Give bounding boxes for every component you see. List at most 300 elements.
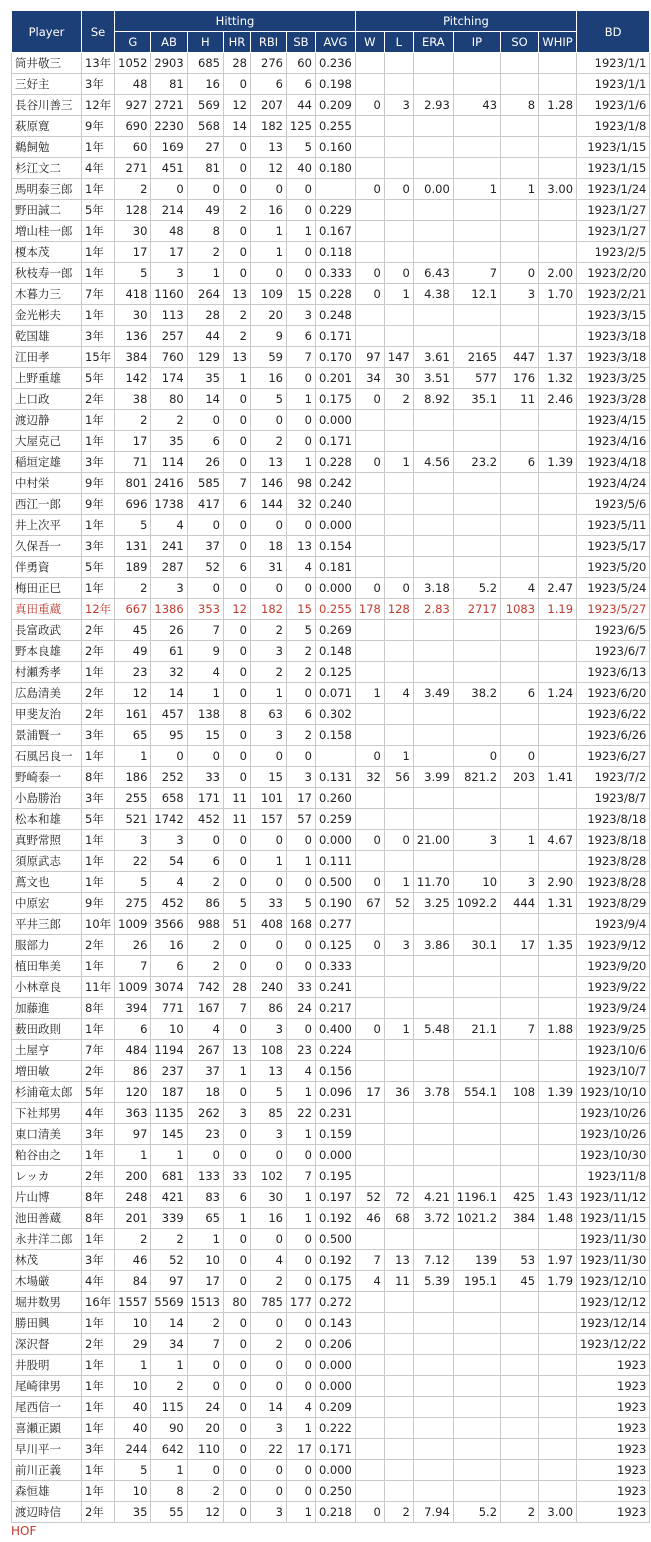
ab-cell: 1	[151, 1145, 187, 1166]
col-so-header[interactable]: SO	[501, 32, 539, 53]
rbi-cell: 2	[250, 431, 286, 452]
col-ip-header[interactable]: IP	[453, 32, 500, 53]
table-row[interactable]	[12, 704, 650, 725]
w-cell: 52	[355, 1187, 384, 1208]
season-cell: 4年	[82, 1271, 115, 1292]
whip-cell: 3.00	[539, 1502, 577, 1523]
table-row[interactable]	[12, 1355, 650, 1376]
table-row[interactable]	[12, 284, 650, 305]
hr-cell: 2	[223, 305, 250, 326]
player-name-cell: 萩原寛	[12, 116, 82, 137]
table-row[interactable]	[12, 1124, 650, 1145]
hr-cell: 3	[223, 1103, 250, 1124]
table-row[interactable]	[12, 137, 650, 158]
g-cell: 690	[115, 116, 151, 137]
table-row[interactable]	[12, 53, 650, 74]
table-row[interactable]	[12, 1376, 650, 1397]
birthdate-cell: 1923/1/6	[577, 95, 650, 116]
col-l-header[interactable]: L	[384, 32, 413, 53]
hr-cell: 13	[223, 284, 250, 305]
sb-cell: 0	[286, 1460, 315, 1481]
ip-cell	[453, 1124, 500, 1145]
ab-cell: 26	[151, 620, 187, 641]
table-row[interactable]	[12, 662, 650, 683]
player-name-cell: 広島清美	[12, 683, 82, 704]
ip-cell: 1021.2	[453, 1208, 500, 1229]
l-cell	[384, 536, 413, 557]
table-row[interactable]	[12, 767, 650, 788]
player-name-cell: 松本和雄	[12, 809, 82, 830]
ip-cell: 23.2	[453, 452, 500, 473]
era-cell: 2.83	[413, 599, 453, 620]
season-cell: 16年	[82, 1292, 115, 1313]
table-row[interactable]	[12, 851, 650, 872]
table-row[interactable]	[12, 95, 650, 116]
ab-cell: 8	[151, 1481, 187, 1502]
so-cell: 1	[501, 830, 539, 851]
hr-cell: 0	[223, 1082, 250, 1103]
ab-cell: 14	[151, 683, 187, 704]
so-cell	[501, 536, 539, 557]
w-cell	[355, 1460, 384, 1481]
rbi-cell: 3	[250, 1124, 286, 1145]
whip-cell	[539, 704, 577, 725]
player-name-cell: 村瀬秀孝	[12, 662, 82, 683]
table-header	[12, 11, 650, 53]
table-row[interactable]	[12, 914, 650, 935]
so-cell	[501, 515, 539, 536]
w-cell	[355, 557, 384, 578]
ip-cell	[453, 431, 500, 452]
table-row[interactable]	[12, 1418, 650, 1439]
whip-cell	[539, 1040, 577, 1061]
hr-cell: 0	[223, 683, 250, 704]
table-row[interactable]	[12, 389, 650, 410]
table-row[interactable]	[12, 158, 650, 179]
era-cell	[413, 1376, 453, 1397]
h-cell: 2	[187, 935, 223, 956]
hr-cell: 0	[223, 1250, 250, 1271]
table-row[interactable]	[12, 326, 650, 347]
whip-cell: 1.41	[539, 767, 577, 788]
birthdate-cell: 1923/8/18	[577, 809, 650, 830]
table-row[interactable]	[12, 1502, 650, 1523]
table-row[interactable]	[12, 494, 650, 515]
table-row[interactable]	[12, 347, 650, 368]
sb-cell: 0	[286, 1313, 315, 1334]
h-cell: 2	[187, 956, 223, 977]
w-cell	[355, 1145, 384, 1166]
avg-cell: 0.269	[315, 620, 355, 641]
player-name-cell: 薮田政則	[12, 1019, 82, 1040]
so-cell: 2	[501, 1502, 539, 1523]
g-cell: 65	[115, 725, 151, 746]
col-ab-header[interactable]: AB	[151, 32, 187, 53]
ab-cell: 114	[151, 452, 187, 473]
table-row[interactable]	[12, 473, 650, 494]
table-row[interactable]	[12, 1145, 650, 1166]
ip-cell	[453, 1313, 500, 1334]
l-cell: 4	[384, 683, 413, 704]
w-cell	[355, 410, 384, 431]
ab-cell: 2	[151, 1229, 187, 1250]
birthdate-cell: 1923/4/18	[577, 452, 650, 473]
h-cell: 417	[187, 494, 223, 515]
table-row[interactable]	[12, 1166, 650, 1187]
birthdate-cell: 1923/1/24	[577, 179, 650, 200]
whip-cell: 1.35	[539, 935, 577, 956]
player-name-cell: 永井洋二郎	[12, 1229, 82, 1250]
table-row[interactable]	[12, 368, 650, 389]
player-name-cell: 中原宏	[12, 893, 82, 914]
hr-cell: 0	[223, 1397, 250, 1418]
whip-cell: 2.90	[539, 872, 577, 893]
avg-cell: 0.000	[315, 410, 355, 431]
table-row[interactable]	[12, 1019, 650, 1040]
table-row[interactable]	[12, 578, 650, 599]
table-row[interactable]	[12, 1460, 650, 1481]
col-sb-header[interactable]: SB	[286, 32, 315, 53]
ab-cell: 80	[151, 389, 187, 410]
avg-cell: 0.333	[315, 956, 355, 977]
h-cell: 1513	[187, 1292, 223, 1313]
ip-cell: 12.1	[453, 284, 500, 305]
sb-cell: 1	[286, 851, 315, 872]
era-cell: 4.38	[413, 284, 453, 305]
col-h-header[interactable]: H	[187, 32, 223, 53]
avg-cell: 0.209	[315, 1397, 355, 1418]
player-name-cell: 大屋克己	[12, 431, 82, 452]
ab-cell: 2	[151, 410, 187, 431]
table-row[interactable]	[12, 1397, 650, 1418]
table-row[interactable]	[12, 746, 650, 767]
birthdate-cell: 1923/11/15	[577, 1208, 650, 1229]
col-player-header[interactable]: Player	[12, 11, 82, 53]
w-cell: 0	[355, 179, 384, 200]
ip-cell	[453, 515, 500, 536]
whip-cell: 1.31	[539, 893, 577, 914]
table-row[interactable]	[12, 1208, 650, 1229]
h-cell: 0	[187, 1355, 223, 1376]
h-cell: 171	[187, 788, 223, 809]
era-cell	[413, 1103, 453, 1124]
ab-cell: 0	[151, 746, 187, 767]
ip-cell	[453, 851, 500, 872]
birthdate-cell: 1923/9/24	[577, 998, 650, 1019]
table-row[interactable]	[12, 956, 650, 977]
g-cell: 271	[115, 158, 151, 179]
g-cell: 142	[115, 368, 151, 389]
ip-cell: 5.2	[453, 578, 500, 599]
w-cell: 67	[355, 893, 384, 914]
avg-cell: 0.242	[315, 473, 355, 494]
hr-cell: 0	[223, 1439, 250, 1460]
season-cell: 12年	[82, 599, 115, 620]
whip-cell	[539, 1355, 577, 1376]
hr-cell: 6	[223, 494, 250, 515]
w-cell	[355, 221, 384, 242]
birthdate-cell: 1923/12/10	[577, 1271, 650, 1292]
table-row[interactable]	[12, 1103, 650, 1124]
ab-cell: 14	[151, 1313, 187, 1334]
table-row[interactable]	[12, 1250, 650, 1271]
ab-cell: 3	[151, 263, 187, 284]
ab-cell: 3	[151, 578, 187, 599]
w-cell	[355, 1397, 384, 1418]
birthdate-cell: 1923/10/30	[577, 1145, 650, 1166]
rbi-cell: 157	[250, 809, 286, 830]
table-row[interactable]	[12, 221, 650, 242]
season-cell: 2年	[82, 683, 115, 704]
table-row[interactable]	[12, 1271, 650, 1292]
rbi-cell: 13	[250, 137, 286, 158]
season-cell: 2年	[82, 641, 115, 662]
table-row[interactable]	[12, 1040, 650, 1061]
table-row[interactable]	[12, 431, 650, 452]
season-cell: 1年	[82, 242, 115, 263]
table-row[interactable]	[12, 788, 650, 809]
w-cell	[355, 1355, 384, 1376]
l-cell: 0	[384, 263, 413, 284]
table-row[interactable]	[12, 641, 650, 662]
h-cell: 0	[187, 1376, 223, 1397]
table-row[interactable]	[12, 620, 650, 641]
col-g-header[interactable]: G	[115, 32, 151, 53]
g-cell: 2	[115, 578, 151, 599]
g-cell: 275	[115, 893, 151, 914]
so-cell	[501, 1103, 539, 1124]
g-cell: 10	[115, 1376, 151, 1397]
season-cell: 1年	[82, 578, 115, 599]
player-name-cell: 乾国雄	[12, 326, 82, 347]
table-row[interactable]	[12, 515, 650, 536]
h-cell: 17	[187, 1271, 223, 1292]
so-cell	[501, 1229, 539, 1250]
w-cell	[355, 1313, 384, 1334]
sb-cell: 3	[286, 305, 315, 326]
h-cell: 0	[187, 515, 223, 536]
whip-cell	[539, 1460, 577, 1481]
h-cell: 18	[187, 1082, 223, 1103]
table-row[interactable]	[12, 683, 650, 704]
table-row[interactable]	[12, 830, 650, 851]
table-row[interactable]	[12, 116, 650, 137]
col-season-header[interactable]: Se	[82, 11, 115, 53]
l-cell: 3	[384, 95, 413, 116]
sb-cell: 13	[286, 536, 315, 557]
g-cell: 521	[115, 809, 151, 830]
g-cell: 30	[115, 305, 151, 326]
table-row[interactable]	[12, 893, 650, 914]
season-cell: 2年	[82, 704, 115, 725]
so-cell: 176	[501, 368, 539, 389]
col-era-header[interactable]: ERA	[413, 32, 453, 53]
hr-cell: 1	[223, 1061, 250, 1082]
whip-cell	[539, 1397, 577, 1418]
hr-cell: 6	[223, 557, 250, 578]
so-cell	[501, 788, 539, 809]
w-cell: 0	[355, 578, 384, 599]
ip-cell	[453, 914, 500, 935]
birthdate-cell: 1923/2/5	[577, 242, 650, 263]
player-name-cell: 尾崎律男	[12, 1376, 82, 1397]
season-cell: 1年	[82, 137, 115, 158]
ip-cell	[453, 200, 500, 221]
table-row[interactable]	[12, 977, 650, 998]
avg-cell: 0.224	[315, 1040, 355, 1061]
table-row[interactable]	[12, 179, 650, 200]
birthdate-cell: 1923/4/24	[577, 473, 650, 494]
season-cell: 9年	[82, 473, 115, 494]
table-row[interactable]	[12, 200, 650, 221]
so-cell	[501, 998, 539, 1019]
era-cell: 3.25	[413, 893, 453, 914]
table-row[interactable]	[12, 1082, 650, 1103]
ab-cell: 760	[151, 347, 187, 368]
era-cell	[413, 1397, 453, 1418]
table-row[interactable]	[12, 410, 650, 431]
table-row[interactable]	[12, 872, 650, 893]
hr-cell: 12	[223, 599, 250, 620]
hr-cell: 0	[223, 1460, 250, 1481]
g-cell: 30	[115, 221, 151, 242]
hr-cell: 0	[223, 263, 250, 284]
col-whip-header[interactable]: WHIP	[539, 32, 577, 53]
ab-cell: 2721	[151, 95, 187, 116]
hr-cell: 0	[223, 1145, 250, 1166]
hof-legend: HOF	[11, 1524, 37, 1538]
avg-cell: 0.111	[315, 851, 355, 872]
rbi-cell: 0	[250, 746, 286, 767]
birthdate-cell: 1923/8/18	[577, 830, 650, 851]
table-row[interactable]	[12, 1229, 650, 1250]
so-cell	[501, 158, 539, 179]
h-cell: 37	[187, 536, 223, 557]
ab-cell: 61	[151, 641, 187, 662]
table-row[interactable]	[12, 263, 650, 284]
ip-cell	[453, 1292, 500, 1313]
birthdate-cell: 1923/9/20	[577, 956, 650, 977]
table-row[interactable]	[12, 536, 650, 557]
season-cell: 3年	[82, 1250, 115, 1271]
h-cell: 4	[187, 662, 223, 683]
era-cell	[413, 1418, 453, 1439]
g-cell: 5	[115, 515, 151, 536]
g-cell: 1	[115, 746, 151, 767]
g-cell: 484	[115, 1040, 151, 1061]
avg-cell: 0.206	[315, 1334, 355, 1355]
table-row[interactable]	[12, 809, 650, 830]
avg-cell: 0.000	[315, 830, 355, 851]
table-row[interactable]	[12, 1481, 650, 1502]
w-cell	[355, 515, 384, 536]
era-cell	[413, 200, 453, 221]
avg-cell: 0.190	[315, 893, 355, 914]
player-name-cell: 尾西信一	[12, 1397, 82, 1418]
g-cell: 3	[115, 830, 151, 851]
col-avg-header[interactable]: AVG	[315, 32, 355, 53]
so-cell	[501, 557, 539, 578]
table-row[interactable]	[12, 1334, 650, 1355]
w-cell: 4	[355, 1271, 384, 1292]
era-cell: 0.00	[413, 179, 453, 200]
table-row[interactable]	[12, 1439, 650, 1460]
hr-cell: 0	[223, 1376, 250, 1397]
rbi-cell: 0	[250, 578, 286, 599]
so-cell	[501, 137, 539, 158]
avg-cell: 0.171	[315, 326, 355, 347]
table-row[interactable]	[12, 242, 650, 263]
era-cell	[413, 1481, 453, 1502]
hr-cell: 0	[223, 74, 250, 95]
rbi-cell: 13	[250, 452, 286, 473]
table-row[interactable]	[12, 74, 650, 95]
ip-cell	[453, 326, 500, 347]
sb-cell: 0	[286, 1019, 315, 1040]
h-cell: 0	[187, 830, 223, 851]
h-cell: 20	[187, 1418, 223, 1439]
table-row[interactable]	[12, 305, 650, 326]
table-row[interactable]	[12, 998, 650, 1019]
l-cell	[384, 1439, 413, 1460]
whip-cell	[539, 242, 577, 263]
birthdate-cell: 1923/6/13	[577, 662, 650, 683]
l-cell: 147	[384, 347, 413, 368]
table-row[interactable]	[12, 935, 650, 956]
h-cell: 2	[187, 242, 223, 263]
col-w-header[interactable]: W	[355, 32, 384, 53]
player-name-cell: 野崎泰一	[12, 767, 82, 788]
table-row[interactable]	[12, 599, 650, 620]
col-rbi-header[interactable]: RBI	[250, 32, 286, 53]
avg-cell: 0.180	[315, 158, 355, 179]
ip-cell	[453, 1061, 500, 1082]
player-name-cell: 甲斐友治	[12, 704, 82, 725]
era-cell	[413, 1439, 453, 1460]
h-cell: 0	[187, 1145, 223, 1166]
whip-cell: 1.70	[539, 284, 577, 305]
table-row[interactable]	[12, 725, 650, 746]
table-row[interactable]	[12, 1187, 650, 1208]
sb-cell: 24	[286, 998, 315, 1019]
table-row[interactable]	[12, 1292, 650, 1313]
sb-cell: 0	[286, 830, 315, 851]
table-row[interactable]	[12, 557, 650, 578]
birthdate-cell: 1923/8/29	[577, 893, 650, 914]
ab-cell: 452	[151, 893, 187, 914]
hr-cell: 0	[223, 578, 250, 599]
ab-cell: 451	[151, 158, 187, 179]
sb-cell: 4	[286, 557, 315, 578]
col-hr-header[interactable]: HR	[223, 32, 250, 53]
rbi-cell: 0	[250, 872, 286, 893]
era-cell: 7.94	[413, 1502, 453, 1523]
g-cell: 71	[115, 452, 151, 473]
table-row[interactable]	[12, 1313, 650, 1334]
col-bd-header: BD	[577, 11, 650, 53]
table-row[interactable]	[12, 1061, 650, 1082]
sb-cell: 1	[286, 452, 315, 473]
ip-cell: 821.2	[453, 767, 500, 788]
season-cell: 1年	[82, 1376, 115, 1397]
table-row[interactable]	[12, 452, 650, 473]
l-cell	[384, 221, 413, 242]
player-name-cell: 稲垣定雄	[12, 452, 82, 473]
g-cell: 10	[115, 1313, 151, 1334]
whip-cell	[539, 1229, 577, 1250]
ab-cell: 48	[151, 221, 187, 242]
rbi-cell: 3	[250, 641, 286, 662]
